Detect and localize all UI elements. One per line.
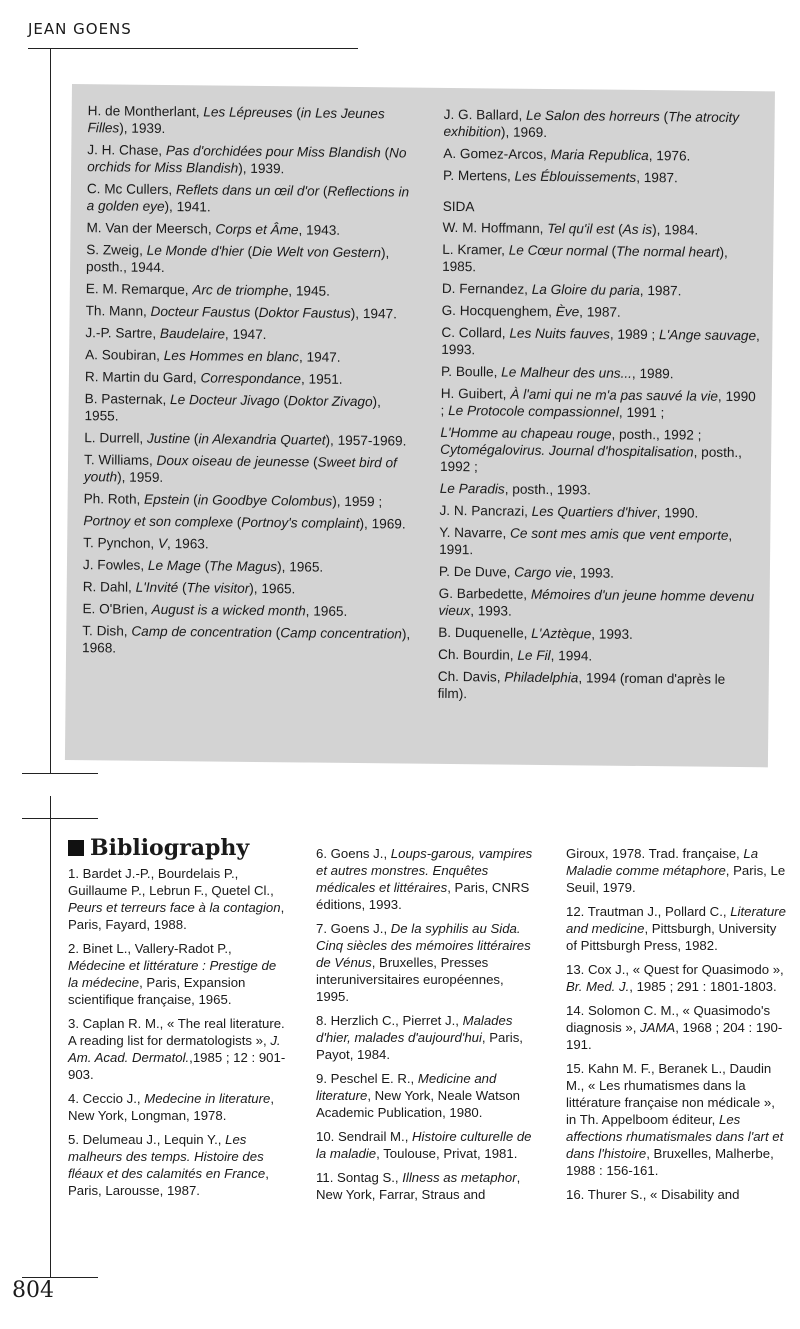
reference-entry [566,961,786,995]
entry-title: J. Am. Acad. Dermatol. [68,1033,281,1065]
entry-title: in Goodbye Colombus [197,492,333,509]
entry-title: The visitor [186,580,250,596]
reference-entry [84,429,414,449]
entry-text: C. Mc Cullers, [86,181,177,198]
entry-title: Les Lépreuses [203,104,293,121]
entry-title: Br. Med. J. [566,979,630,994]
entry-title: Le Mage [147,557,201,574]
entry-title: Correspondance [200,370,302,387]
entry-text: T. Pynchon, [83,535,159,551]
entry-title: Les malheurs des temps. Histoire des fléaux et des calamités en France [68,1132,266,1181]
entry-text: ), 1947. [350,305,398,322]
entry-title: Les Quartiers d'hiver [531,503,657,521]
entry-text: ), 1939. [238,160,285,177]
reference-entry [316,1012,540,1063]
entry-text: 12. Trautman J., Pollard C., [566,904,731,919]
entry-text: Y. Navarre, [439,524,511,541]
reference-entry [438,668,758,705]
entry-text: 8. Herzlich C., Pierret J., [316,1013,463,1028]
entry-text: , 1994. [550,648,593,664]
entry-text: ( [292,105,301,121]
entry-title: Portnoy et son complexe [83,513,234,530]
entry-title: À l'ami qui ne m'a pas sauvé la vie [510,386,719,404]
entry-text: B. Pasternak, [84,391,171,408]
sida-list [438,219,763,705]
entry-title: The atrocity exhibition [443,109,740,140]
entry-title: Les Nuits fauves [509,325,610,342]
reference-entry [84,490,414,510]
entry-text: 2. Binet L., Vallery-Radot P., [68,941,232,956]
entry-title: Doux oiseau de jeunesse [156,452,310,470]
entry-title: Tel qu'il est [547,220,615,237]
box-right-column [437,106,763,710]
entry-title: in Alexandria Quartet [198,431,326,448]
entry-text: ( [380,145,390,161]
reference-entry [316,1070,540,1121]
reference-entry [316,1169,540,1203]
reference-entry [441,385,761,422]
reference-entry [440,480,760,500]
margin-tick-2 [22,818,98,819]
entry-title: Le Paradis [439,480,505,497]
entry-title: Illness as metaphor [402,1170,517,1185]
entry-title: Le Salon des horreurs [525,107,660,125]
reference-entry [566,1002,786,1053]
entry-title: Cargo vie [514,564,573,581]
reference-entry [439,502,759,522]
reference-entry [82,600,412,620]
margin-tick-1 [22,773,98,774]
entry-text: , posth., 1992 ; [611,426,702,443]
entry-title: Camp concentration [280,625,402,642]
entry-text: , 1993. [572,565,615,581]
entry-title: Justine [146,430,191,447]
entry-text: , Pittsburgh, University of Pittsburgh Press, 1982. [566,921,777,953]
entry-title: L'Invité [135,579,179,596]
entry-text: , 1989 ; [609,326,660,343]
entry-text: G. Hocquenghem, [441,302,556,320]
entry-text: 4. Ceccio J., [68,1091,145,1106]
entry-text: P. Boulle, [440,363,502,380]
reference-entry [566,845,786,896]
entry-text: ), 1955. [84,394,381,424]
entry-text: Giroux, 1978. Trad. française, [566,846,744,861]
running-header: JEAN GOENS [28,20,132,38]
reference-entry [442,280,762,300]
entry-text: , 1947. [298,349,341,365]
entry-text: 1. Bardet J.-P., Bourdelais P., Guillaume P., Lebrun F., Quetel Cl., [68,866,274,898]
entry-title: Les Éblouissements [514,168,637,185]
entry-text: ( [319,183,328,199]
entry-text: , 1991 ; [618,404,665,421]
reference-entry [439,563,759,583]
entry-text: L. Durrell, [84,430,148,446]
entry-text: , Paris, CNRS éditions, 1993. [316,880,530,912]
entry-text: Ph. Roth, [83,491,145,507]
entry-title: Doktor Faustus [258,304,351,321]
page-number: 804 [12,1278,54,1303]
entry-title: Peurs et terreurs face à la contagion [68,900,281,915]
entry-title: in Les Jeunes Filles [87,105,385,136]
entry-text: ), 1969. [359,516,406,532]
entry-text: ( [279,393,289,409]
entry-text: Th. Mann, [85,303,151,319]
entry-text: W. M. Hoffmann, [442,219,548,236]
entry-title: The Magus [209,558,278,575]
entry-title: Portnoy's complaint [241,514,360,532]
entry-text: C. Collard, [441,324,510,341]
entry-title: De la syphilis au Sida. Cinq siècles des mémoires littéraires de Vénus [316,921,531,970]
entry-text: 13. Cox J., « Quest for Quasimodo », [566,962,784,977]
entry-text: 16. Thurer S., « Disability and [566,1187,740,1202]
entry-text: ( [271,625,281,641]
entry-text: T. Williams, [83,452,157,468]
reference-entry [443,106,763,143]
entry-text: ), 1965. [277,559,324,575]
entry-title: Arc de triomphe [192,282,289,299]
bibliography-column-1 [68,835,288,1206]
entry-title: Le Monde d'hier [146,242,244,259]
entry-text: 14. Solomon C. M., « Quasimodo's diagnosis », [566,1003,771,1035]
entry-text: , 1976. [648,148,691,164]
entry-text: J. Fowles, [82,557,149,573]
entry-text: J.-P. Sartre, [85,325,161,341]
entry-text: ( [178,580,187,596]
entry-text: H. Guibert, [440,385,511,402]
entry-title: La Maladie comme métaphore [566,846,759,878]
bibliography-heading [68,835,288,861]
entry-text: L. Kramer, [442,241,509,258]
entry-text: ), 1941. [164,198,211,215]
reference-entry [83,534,413,554]
entry-text: , Paris, Fayard, 1988. [68,900,285,932]
entry-text: , 1989. [631,365,674,382]
entry-text: ( [659,109,669,125]
entry-text: 5. Delumeau J., Lequin Y., [68,1132,226,1147]
entry-title: Reflections in a golden eye [86,183,410,214]
entry-text: ( [607,243,617,259]
entry-text: ), 1968. [82,626,411,656]
reference-entry [68,1015,288,1083]
entry-text: 15. Kahn M. F., Beranek L., Daudin M., « Les rhumatismes dans la littérature française non médicale », in Th. Appelboom éditeur, [566,1061,775,1127]
entry-text: , 1990. [656,505,699,521]
entry-text: , 1985 ; 291 : 1801-1803. [629,979,777,994]
entry-text: ), posth., 1944. [86,245,390,275]
entry-title: Maria Republica [550,147,649,164]
reference-entry [86,219,416,239]
entry-text: ), 1939. [119,120,166,136]
bibliography-title: Bibliography [90,835,250,861]
entry-text: P. Mertens, [442,167,515,184]
reference-entry [438,624,758,644]
entry-text: , 1994 (roman d'après le film). [437,670,726,702]
entry-text: , Paris, Le Seuil, 1979. [566,863,786,895]
entry-title: Mémoires d'un jeune homme devenu vieux [438,586,755,619]
entry-text: , 1945. [288,283,330,299]
reference-entry [85,346,415,366]
entry-text: , New York, Neale Watson Academic Publication, 1980. [316,1088,521,1120]
entry-title: Malades d'hier, malades d'aujourd'hui [316,1013,513,1045]
entry-title: Les affections rhumatismales dans l'art et dans l'histoire [566,1112,784,1161]
entry-title: Docteur Faustus [150,303,251,320]
square-bullet-icon [68,840,84,856]
bibliography-list-3 [566,845,786,1203]
entry-text: , 1987. [636,169,678,186]
entry-text: G. Barbedette, [438,585,531,602]
entry-text: 6. Goens J., [316,846,391,861]
reference-entry [86,280,416,300]
entry-text: ( [189,492,198,508]
entry-title: La Gloire du paria [531,281,640,298]
entry-text: , Toulouse, Privat, 1981. [376,1146,518,1161]
entry-text: , posth., 1993. [504,481,592,498]
entry-text: J. H. Chase, [87,142,166,158]
entry-title: Le Malheur des uns... [501,364,633,381]
box-right-list [443,106,764,187]
entry-text: , 1987. [639,282,682,299]
reference-entry [83,512,413,532]
entry-title: The normal heart [615,243,720,260]
entry-title: Sweet bird of youth [83,454,397,485]
entry-text: , 1963. [167,536,209,552]
entry-text: , 1987. [579,304,621,320]
entry-text: E. O'Brien, [82,601,152,617]
entry-text: A. Gomez-Arcos, [443,145,551,163]
entry-text: 7. Goens J., [316,921,391,936]
entry-title: Die Welt von Gestern [251,243,382,261]
entry-text: Ch. Davis, [437,668,505,685]
reference-entry [83,578,413,598]
sida-section-title: SIDA [442,198,475,215]
entry-text: , Paris, Larousse, 1987. [68,1166,269,1198]
entry-text: E. M. Remarque, [85,281,193,298]
entry-title: L'Homme au chapeau rouge [440,424,612,442]
entry-text: H. de Montherlant, [87,103,204,120]
entry-title: L'Ange sauvage [658,327,757,344]
entry-text: T. Dish, [82,623,132,639]
entry-title: Le Protocole compassionnel [448,402,620,420]
entry-title: Philadelphia [504,669,579,686]
reference-entry [439,524,759,561]
margin-rule-top [50,48,51,774]
entry-text: ( [243,243,253,259]
reference-entry [441,363,761,383]
entry-text: ), 1985. [442,244,728,275]
reference-entry [86,241,416,278]
entry-text: A. Soubiran, [85,347,164,363]
reference-entry [82,622,412,659]
entry-title: Camp de concentration [131,623,273,641]
entry-text: , 1968 ; 204 : 190-191. [566,1020,783,1052]
entry-text: ), 1984. [652,222,699,238]
entry-text: J. G. Ballard, [443,106,527,123]
entry-title: Ève [555,304,580,320]
reference-entry [68,1090,288,1124]
entry-text: ( [189,431,199,447]
reference-entry [440,424,761,478]
entry-text: , Paris, Expansion scientifique française, 1965. [68,975,246,1007]
entry-text: , 1947. [224,326,267,343]
entry-text: ( [309,454,318,470]
entry-title: Ce sont mes amis que vent emporte [510,525,729,543]
entry-text: 11. Sontag S., [316,1170,403,1185]
entry-text: R. Dahl, [82,579,136,595]
entry-title: Doktor Zivago [287,393,373,410]
entry-text: , Bruxelles, Malherbe, 1988 : 156-161. [566,1146,774,1178]
entry-text: ( [232,514,242,530]
reference-entry [68,940,288,1008]
entry-title: L'Aztèque [531,625,592,642]
reference-entry [443,145,763,165]
entry-text: Ch. Bourdin, [437,646,518,663]
entry-text: ( [614,221,623,237]
entry-text: ( [250,304,259,320]
reference-entry [85,368,415,388]
entry-text: 10. Sendrail M., [316,1129,413,1144]
entry-title: August is a wicked month [151,601,306,619]
entry-text: , posth., 1992 ; [439,444,743,475]
entry-text: , Bruxelles, Presses interuniversitaires européennes, 1995. [316,955,504,1004]
entry-text: B. Duquenelle, [438,624,532,641]
reference-entry [441,324,761,361]
entry-title: Epstein [144,491,190,508]
entry-title: Medicine and literature [316,1071,497,1103]
entry-title: Cytomégalovirus. Journal d'hospitalisation [440,441,694,460]
reference-entry [566,1060,786,1179]
reference-entry [443,167,763,187]
reference-entry [85,324,415,344]
reference-entry [68,865,288,933]
reference-entry [84,451,414,488]
entry-title: Medecine in literature [144,1091,271,1106]
entry-title: Le Cœur normal [508,242,608,259]
entry-title: JAMA [640,1020,676,1035]
reference-entry [438,585,758,622]
reference-entry [442,241,762,278]
entry-text: , 1951. [300,371,343,387]
reference-entry [68,1131,288,1199]
entry-text: , New York, Longman, 1978. [68,1091,274,1123]
entry-title: Les Hommes en blanc [163,347,300,365]
entry-title: Loups-garous, vampires et autres monstres. Enquêtes médicales et littéraires [316,846,533,895]
entry-title: No orchids for Miss Blandish [87,145,407,176]
entry-text: 3. Caplan R. M., « The real literature. A reading list for dermatologists », [68,1016,285,1048]
entry-title: As is [622,221,653,238]
entry-text: , Paris, Payot, 1984. [316,1030,523,1062]
entry-text: , 1943. [298,222,341,238]
reference-entry [316,845,540,913]
reference-entry [87,180,417,217]
reference-entry [442,219,762,239]
bibliography-column-2 [316,845,540,1210]
entry-title: Baudelaire [159,325,226,342]
entry-text: , 1993. [441,328,760,358]
entry-text: ), 1959. [117,469,164,485]
bibliography-list-2 [316,845,540,1203]
reference-entry [566,1186,786,1203]
margin-rule-bottom [50,796,51,1278]
reference-entry [566,903,786,954]
literature-box [65,84,775,767]
entry-text: 9. Peschel E. R., [316,1071,418,1086]
entry-text: ), 1969. [500,124,548,140]
entry-title: Médecine et littérature : Prestige de la médecine [68,958,277,990]
entry-title: V [157,535,168,552]
entry-text: M. Van der Meersch, [86,220,216,237]
entry-text: ), 1965. [249,580,296,597]
entry-text: , 1990 ; [440,388,756,418]
reference-entry [86,302,416,322]
box-left-column [82,102,418,664]
entry-title: Le Fil [517,647,551,664]
entry-text: J. N. Pancrazi, [439,502,532,519]
entry-title: Reflets dans un œil d'or [175,182,320,199]
entry-text: R. Martin du Gard, [84,369,201,386]
reference-entry [442,302,762,322]
entry-text: ( [200,558,210,574]
entry-text: D. Fernandez, [441,280,532,297]
entry-text: , 1993. [591,626,633,642]
reference-entry [87,141,417,178]
entry-title: Le Docteur Jivago [170,392,280,409]
entry-text: ), 1957-1969. [325,432,407,449]
entry-title: Corps et Âme [215,221,299,238]
reference-entry [316,1128,540,1162]
entry-text: ), 1959 ; [332,493,383,510]
reference-entry [438,646,758,666]
entry-text: ,1985 ; 12 : 901-903. [68,1050,286,1082]
entry-text: , 1965. [305,603,348,619]
header-rule [28,48,358,49]
bibliography-list-1 [68,865,288,1199]
reference-entry [83,556,413,576]
bibliography-column-3 [566,845,786,1210]
reference-entry [316,920,540,1005]
entry-text: , New York, Farrar, Straus and [316,1170,521,1202]
entry-text: S. Zweig, [86,242,147,258]
entry-text: P. De Duve, [438,563,515,580]
entry-title: Literature and medicine [566,904,786,936]
reference-entry [87,102,417,139]
entry-title: Histoire culturelle de la maladie [316,1129,532,1161]
entry-text: , 1993. [470,603,512,619]
entry-text: , 1991. [439,527,733,558]
reference-entry [84,390,414,427]
entry-title: Pas d'orchidées pour Miss Blandish [165,142,381,161]
